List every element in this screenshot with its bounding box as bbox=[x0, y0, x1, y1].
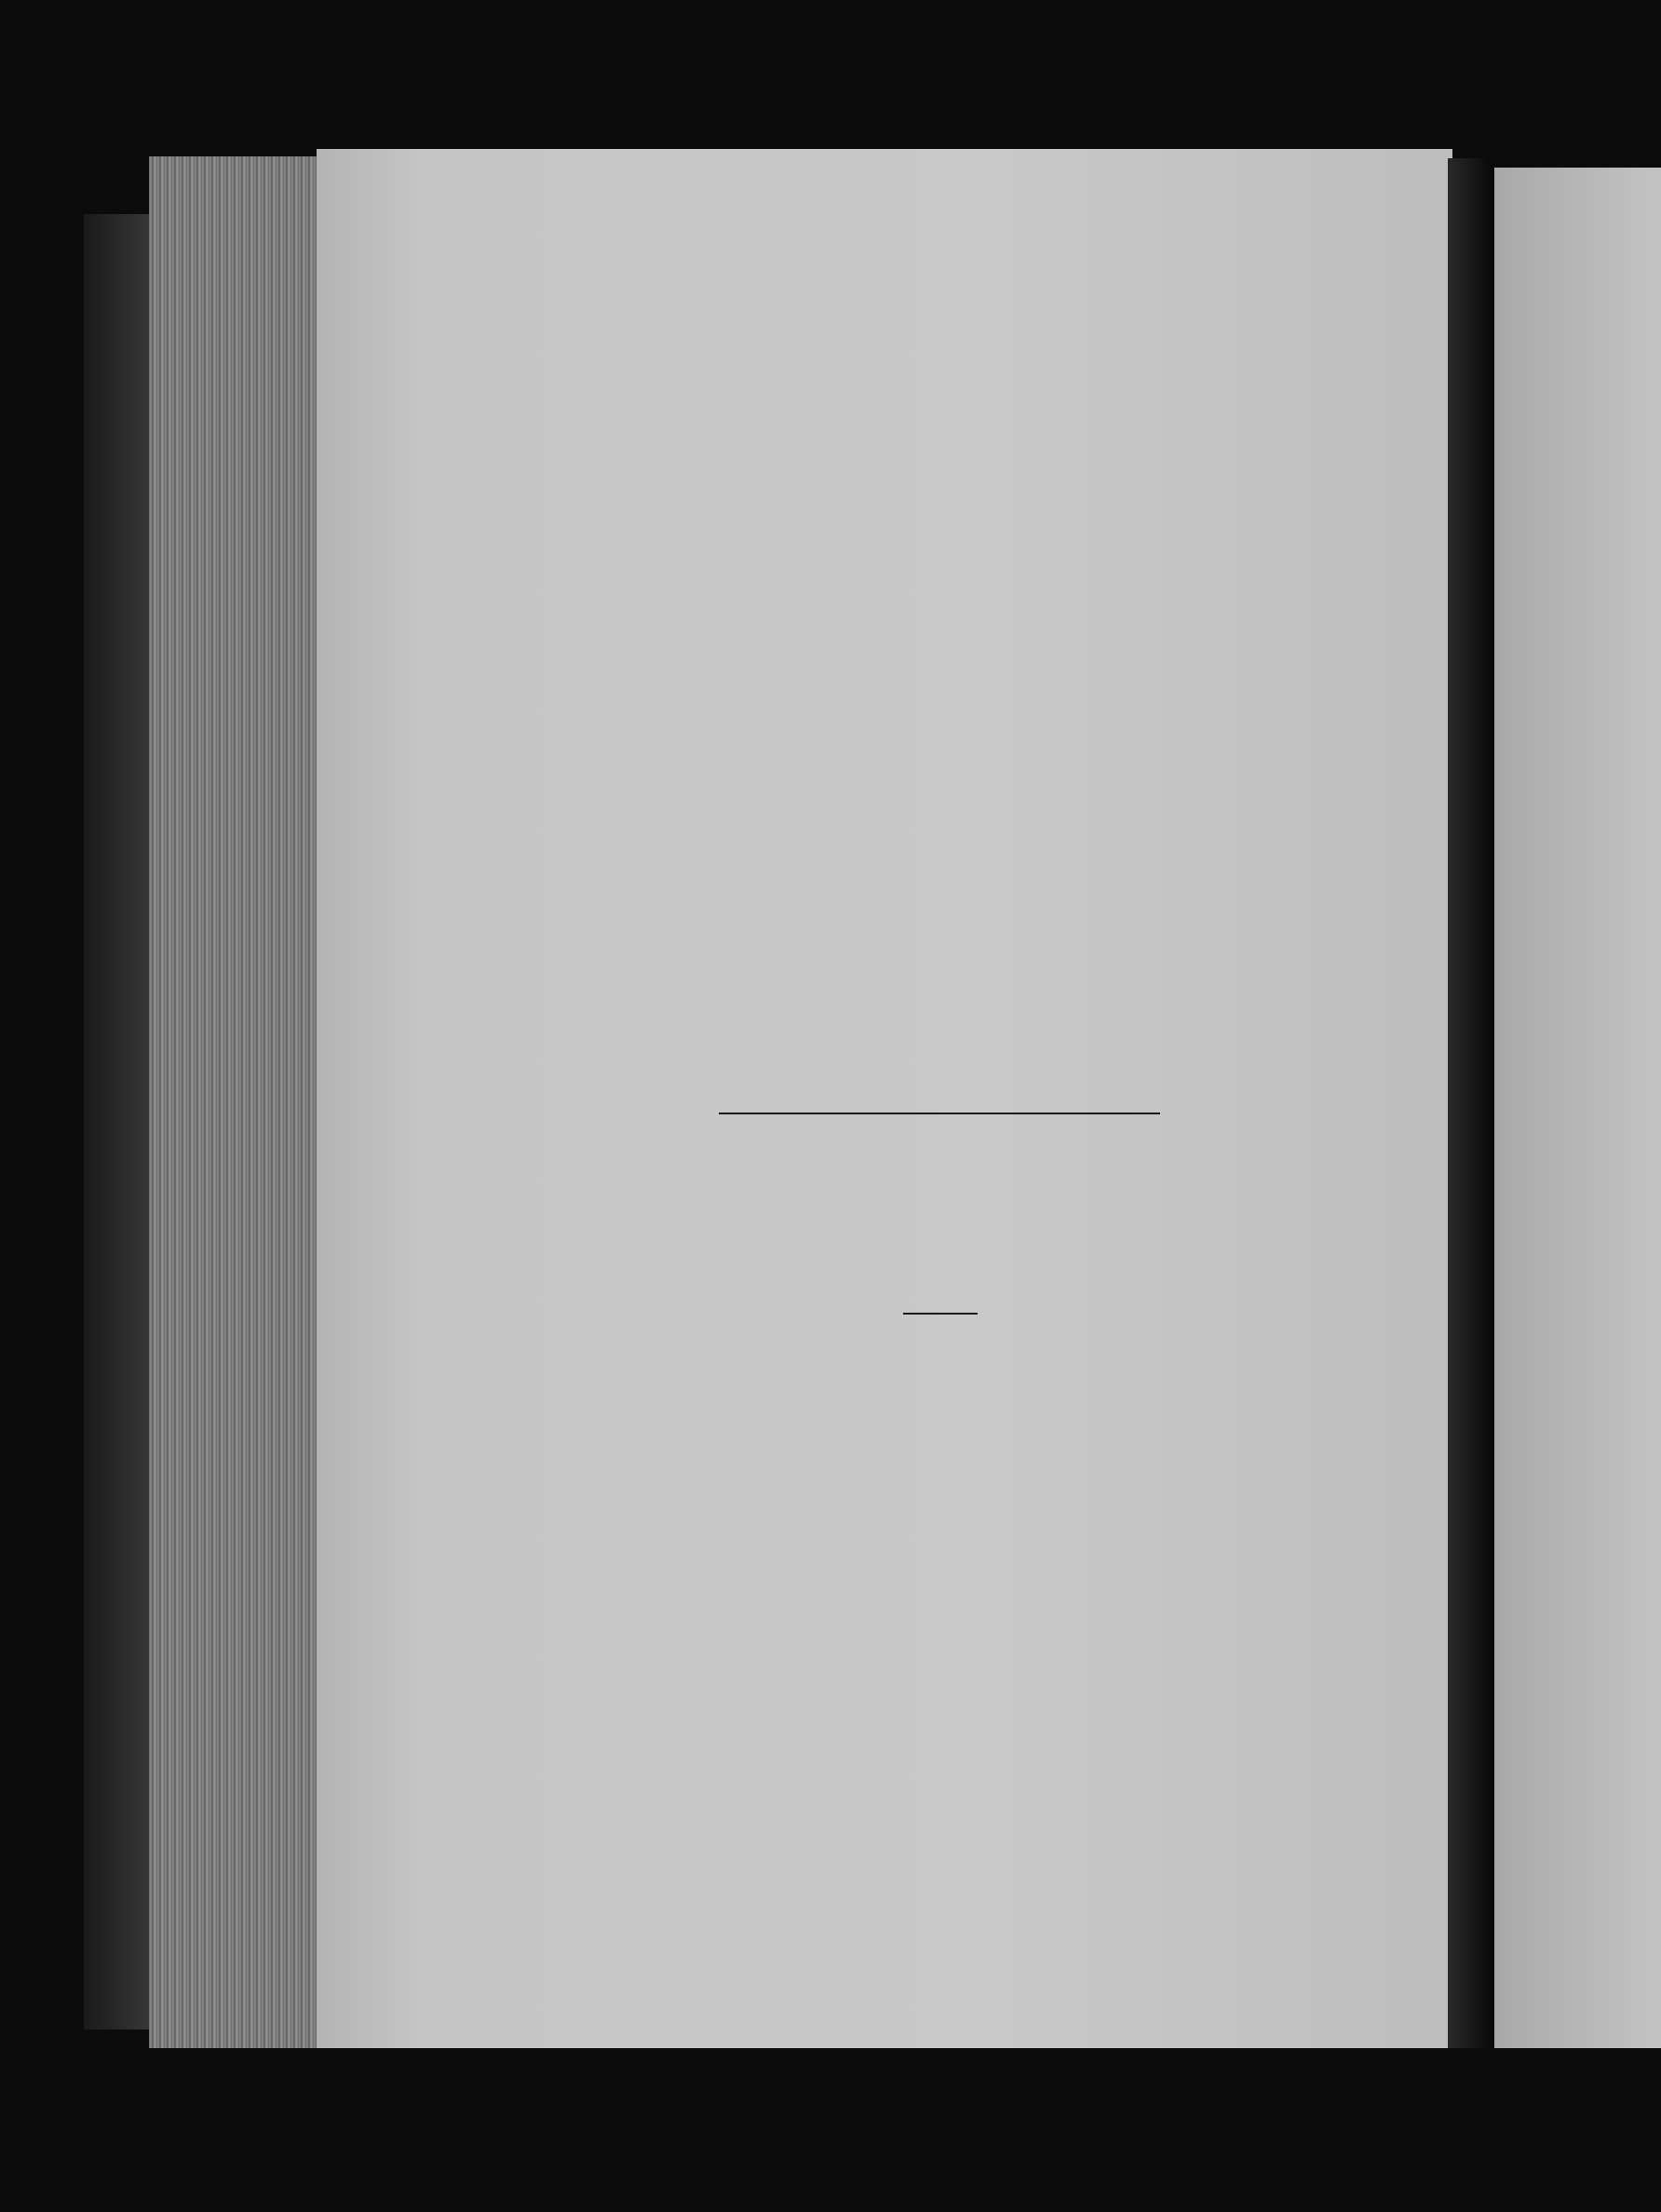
facing-page bbox=[1494, 168, 1661, 2048]
page-edges bbox=[149, 156, 326, 2056]
book-page bbox=[317, 149, 1452, 2067]
book-gutter bbox=[1448, 158, 1490, 2057]
heading-underline bbox=[903, 1313, 978, 1315]
section-divider bbox=[719, 1113, 1160, 1114]
background-bottom bbox=[140, 2048, 1499, 2212]
book-edge-shadow bbox=[84, 214, 158, 2030]
